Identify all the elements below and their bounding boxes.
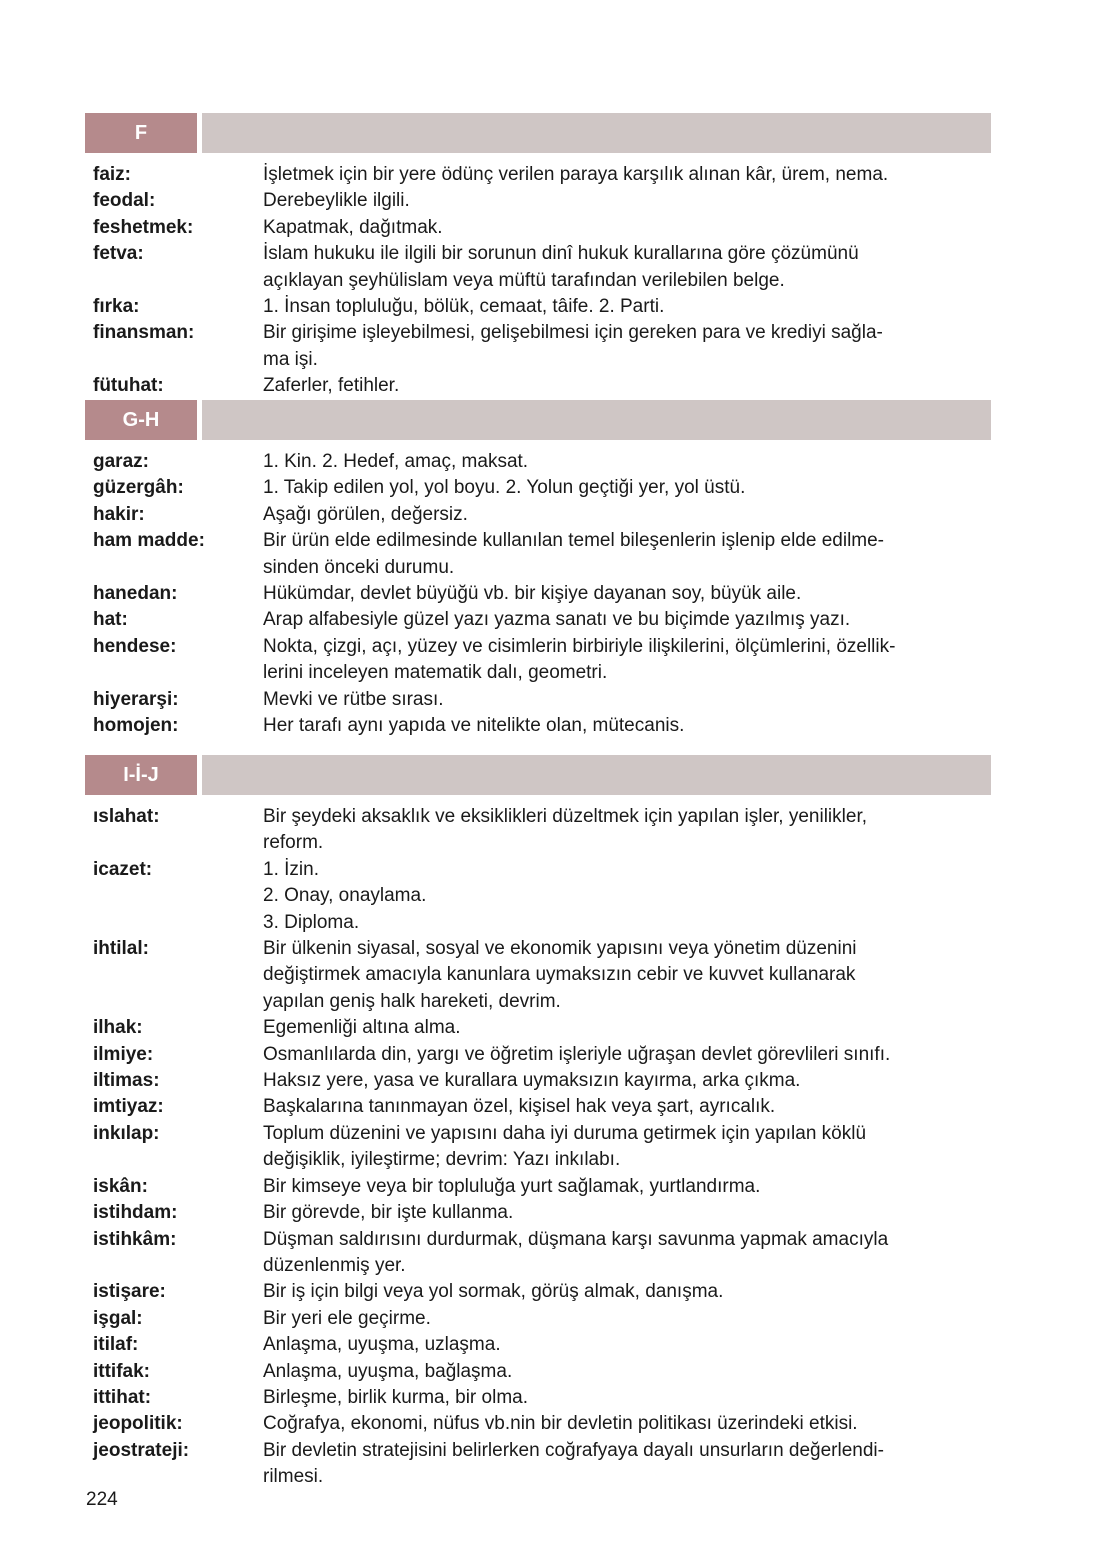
glossary-entry xyxy=(93,581,993,607)
glossary-definition xyxy=(263,1068,993,1094)
glossary-entry xyxy=(93,1015,993,1041)
definition-line: Bir görevde, bir işte kullanma. xyxy=(263,1202,514,1224)
glossary-definition xyxy=(263,1227,993,1280)
section-header-band xyxy=(202,400,991,440)
definition-line: İslam hukuku ile ilgili bir sorunun dinî hukuk kurallarına göre çözümünü xyxy=(263,243,859,265)
glossary-term: hiyerarşi: xyxy=(93,688,179,710)
page-number: 224 xyxy=(86,1489,118,1510)
glossary-definition xyxy=(263,1015,993,1041)
glossary-entry xyxy=(93,1279,993,1305)
glossary-term: homojen: xyxy=(93,715,179,737)
glossary-term: iskân: xyxy=(93,1175,148,1197)
glossary-term: garaz: xyxy=(93,451,149,472)
glossary-term: hat: xyxy=(93,609,128,631)
glossary-definition xyxy=(263,1094,993,1120)
definition-line: Hükümdar, devlet büyüğü vb. bir kişiye dayanan soy, büyük aile. xyxy=(263,583,802,605)
definition-line: Bir ürün elde edilmesinde kullanılan temel bileşenlerin işlenip elde edilme- xyxy=(263,530,885,552)
definition-line: reform. xyxy=(263,832,324,854)
glossary-term: istişare: xyxy=(93,1281,166,1303)
glossary-definition xyxy=(263,1438,993,1491)
glossary-term: fütuhat: xyxy=(93,375,164,397)
glossary-term: ittifak: xyxy=(93,1360,150,1382)
glossary-entry xyxy=(93,857,993,936)
glossary-definition xyxy=(263,294,993,320)
glossary-definition xyxy=(263,320,993,373)
glossary-entry xyxy=(93,475,993,501)
glossary-term: hanedan: xyxy=(93,583,178,605)
definition-line: ma işi. xyxy=(263,348,318,370)
definition-line: rilmesi. xyxy=(263,1466,324,1488)
glossary-entry xyxy=(93,1438,993,1491)
glossary-entry xyxy=(93,1359,993,1385)
glossary-entry xyxy=(93,294,993,320)
definition-line: açıklayan şeyhülislam veya müftü tarafından verilebilen belge. xyxy=(263,269,785,291)
definition-line: Bir ülkenin siyasal, sosyal ve ekonomik yapısını veya yönetim düzenini xyxy=(263,938,857,960)
definition-line: 1. Kin. 2. Hedef, amaç, maksat. xyxy=(263,451,529,472)
glossary-entry xyxy=(93,634,993,687)
glossary-entry xyxy=(93,1306,993,1332)
glossary-term: hakir: xyxy=(93,503,145,525)
glossary-term: güzergâh: xyxy=(93,477,184,499)
definition-line: Zaferler, fetihler. xyxy=(263,375,400,397)
glossary-term: ilmiye: xyxy=(93,1043,154,1065)
section-header-band xyxy=(202,755,991,795)
glossary-definition xyxy=(263,936,993,1015)
glossary-entry xyxy=(93,1411,993,1437)
glossary-term: jeopolitik: xyxy=(93,1413,183,1435)
definition-line: Anlaşma, uyuşma, bağlaşma. xyxy=(263,1360,513,1382)
glossary-definition xyxy=(263,502,993,528)
definition-line: Bir devletin stratejisini belirlerken coğrafyaya dayalı unsurların değerlendi- xyxy=(263,1439,884,1461)
glossary-term: hendese: xyxy=(93,635,177,657)
glossary-definition xyxy=(263,528,993,581)
definition-line: Haksız yere, yasa ve kurallara uymaksızın kayırma, arka çıkma. xyxy=(263,1070,801,1092)
glossary-definition xyxy=(263,857,993,936)
glossary-entry xyxy=(93,1042,993,1068)
glossary-term: işgal: xyxy=(93,1307,143,1329)
glossary-entry xyxy=(93,373,993,399)
definition-line: Bir iş için bilgi veya yol sormak, görüş almak, danışma. xyxy=(263,1281,724,1303)
glossary-term: ham madde: xyxy=(93,530,205,552)
glossary-definition xyxy=(263,1121,993,1174)
glossary-term: faiz: xyxy=(93,164,131,185)
definition-line: 3. Diploma. xyxy=(263,911,360,933)
glossary-definition xyxy=(263,804,993,857)
glossary-entry xyxy=(93,502,993,528)
glossary-entry xyxy=(93,1200,993,1226)
glossary-entry xyxy=(93,713,993,739)
glossary-term: jeostrateji: xyxy=(93,1439,190,1461)
glossary-entry xyxy=(93,607,993,633)
glossary-entry xyxy=(93,1094,993,1120)
glossary-section-i-j xyxy=(93,804,993,1491)
glossary-definition xyxy=(263,162,993,188)
definition-line: sinden önceki durumu. xyxy=(263,556,455,578)
glossary-definition xyxy=(263,449,993,475)
definition-line: 2. Onay, onaylama. xyxy=(263,885,427,907)
glossary-entry xyxy=(93,936,993,1015)
section-letter-label: I-İ-J xyxy=(85,755,197,795)
definition-line: Düşman saldırısını durdurmak, düşmana karşı savunma yapmak amacıyla xyxy=(263,1228,889,1250)
glossary-definition xyxy=(263,215,993,241)
definition-line: Bir girişime işleyebilmesi, gelişebilmesi için gereken para ve krediyi sağla- xyxy=(263,322,883,344)
glossary-term: ittihat: xyxy=(93,1386,152,1408)
definition-line: Bir yeri ele geçirme. xyxy=(263,1307,431,1329)
definition-line: lerini inceleyen matematik dalı, geometri. xyxy=(263,662,608,684)
glossary-term: itilaf: xyxy=(93,1334,139,1356)
glossary-definition xyxy=(263,373,993,399)
section-letter-label: F xyxy=(85,113,197,153)
glossary-entry xyxy=(93,1174,993,1200)
definition-line: Osmanlılarda din, yargı ve öğretim işleriyle uğraşan devlet görevlileri sınıfı. xyxy=(263,1043,891,1065)
glossary-term: ilhak: xyxy=(93,1017,143,1039)
glossary-definition xyxy=(263,1332,993,1358)
definition-line: Bir şeydeki aksaklık ve eksiklikleri düzeltmek için yapılan işler, yenilikler, xyxy=(263,806,868,827)
section-header-f xyxy=(85,113,991,153)
definition-line: 1. Takip edilen yol, yol boyu. 2. Yolun geçtiği yer, yol üstü. xyxy=(263,477,746,499)
definition-line: Toplum düzenini ve yapısını daha iyi duruma getirmek için yapılan köklü xyxy=(263,1122,867,1144)
glossary-section-f xyxy=(93,162,993,400)
definition-line: İşletmek için bir yere ödünç verilen paraya karşılık alınan kâr, ürem, nema. xyxy=(263,164,889,185)
glossary-definition xyxy=(263,607,993,633)
glossary-definition xyxy=(263,475,993,501)
definition-line: Nokta, çizgi, açı, yüzey ve cisimlerin birbiriyle ilişkilerini, ölçümlerini, özellik- xyxy=(263,635,896,657)
glossary-term: istihdam: xyxy=(93,1202,178,1224)
section-letter-label: G-H xyxy=(85,400,197,440)
glossary-definition xyxy=(263,1174,993,1200)
glossary-term: iltimas: xyxy=(93,1070,160,1092)
glossary-term: fırka: xyxy=(93,296,140,318)
definition-line: yapılan geniş halk hareketi, devrim. xyxy=(263,990,561,1012)
glossary-term: inkılap: xyxy=(93,1122,160,1144)
glossary-definition xyxy=(263,1042,993,1068)
glossary-entry xyxy=(93,687,993,713)
definition-line: Aşağı görülen, değersiz. xyxy=(263,503,468,525)
glossary-term: fetva: xyxy=(93,243,144,265)
glossary-definition xyxy=(263,188,993,214)
glossary-entry xyxy=(93,1332,993,1358)
glossary-term: finansman: xyxy=(93,322,195,344)
definition-line: Egemenliği altına alma. xyxy=(263,1017,461,1039)
definition-line: 1. İnsan topluluğu, bölük, cemaat, tâife. 2. Parti. xyxy=(263,296,665,318)
glossary-definition xyxy=(263,687,993,713)
section-header-band xyxy=(202,113,991,153)
glossary-definition xyxy=(263,713,993,739)
definition-line: Her tarafı aynı yapıda ve nitelikte olan, mütecanis. xyxy=(263,715,685,737)
glossary-term: ihtilal: xyxy=(93,938,149,960)
glossary-entry xyxy=(93,215,993,241)
section-header-g-h xyxy=(85,400,991,440)
definition-line: Birleşme, birlik kurma, bir olma. xyxy=(263,1386,528,1408)
glossary-term: feodal: xyxy=(93,190,156,212)
section-header-i-j xyxy=(85,755,991,795)
glossary-definition xyxy=(263,1200,993,1226)
definition-line: Başkalarına tanınmayan özel, kişisel hak veya şart, ayrıcalık. xyxy=(263,1096,776,1118)
glossary-definition xyxy=(263,1385,993,1411)
glossary-entry xyxy=(93,162,993,188)
glossary-term: feshetmek: xyxy=(93,216,194,238)
definition-line: Coğrafya, ekonomi, nüfus vb.nin bir devletin politikası üzerindeki etkisi. xyxy=(263,1413,858,1435)
glossary-definition xyxy=(263,1359,993,1385)
glossary-definition xyxy=(263,581,993,607)
glossary-term: istihkâm: xyxy=(93,1228,177,1250)
definition-line: Mevki ve rütbe sırası. xyxy=(263,688,444,710)
glossary-definition xyxy=(263,1306,993,1332)
glossary-entry xyxy=(93,188,993,214)
glossary-entry xyxy=(93,528,993,581)
definition-line: Arap alfabesiyle güzel yazı yazma sanatı ve bu biçimde yazılmış yazı. xyxy=(263,609,851,631)
glossary-term: ıslahat: xyxy=(93,806,160,827)
glossary-definition xyxy=(263,241,993,294)
definition-line: Derebeylikle ilgili. xyxy=(263,190,410,212)
glossary-definition xyxy=(263,1411,993,1437)
definition-line: değiştirmek amacıyla kanunlara uymaksızın cebir ve kuvvet kullanarak xyxy=(263,964,856,986)
glossary-entry xyxy=(93,1227,993,1280)
glossary-entry xyxy=(93,1385,993,1411)
glossary-term: imtiyaz: xyxy=(93,1096,164,1118)
glossary-entry xyxy=(93,1121,993,1174)
glossary-entry xyxy=(93,320,993,373)
glossary-entry xyxy=(93,804,993,857)
glossary-section-g-h xyxy=(93,449,993,739)
definition-line: düzenlenmiş yer. xyxy=(263,1254,406,1276)
definition-line: Bir kimseye veya bir topluluğa yurt sağlamak, yurtlandırma. xyxy=(263,1175,761,1197)
definition-line: 1. İzin. xyxy=(263,858,319,880)
glossary-entry xyxy=(93,1068,993,1094)
definition-line: Anlaşma, uyuşma, uzlaşma. xyxy=(263,1334,501,1356)
glossary-term: icazet: xyxy=(93,858,153,880)
glossary-entry xyxy=(93,449,993,475)
glossary-definition xyxy=(263,1279,993,1305)
glossary-entry xyxy=(93,241,993,294)
definition-line: Kapatmak, dağıtmak. xyxy=(263,216,443,238)
glossary-definition xyxy=(263,634,993,687)
definition-line: değişiklik, iyileştirme; devrim: Yazı inkılabı. xyxy=(263,1149,621,1171)
